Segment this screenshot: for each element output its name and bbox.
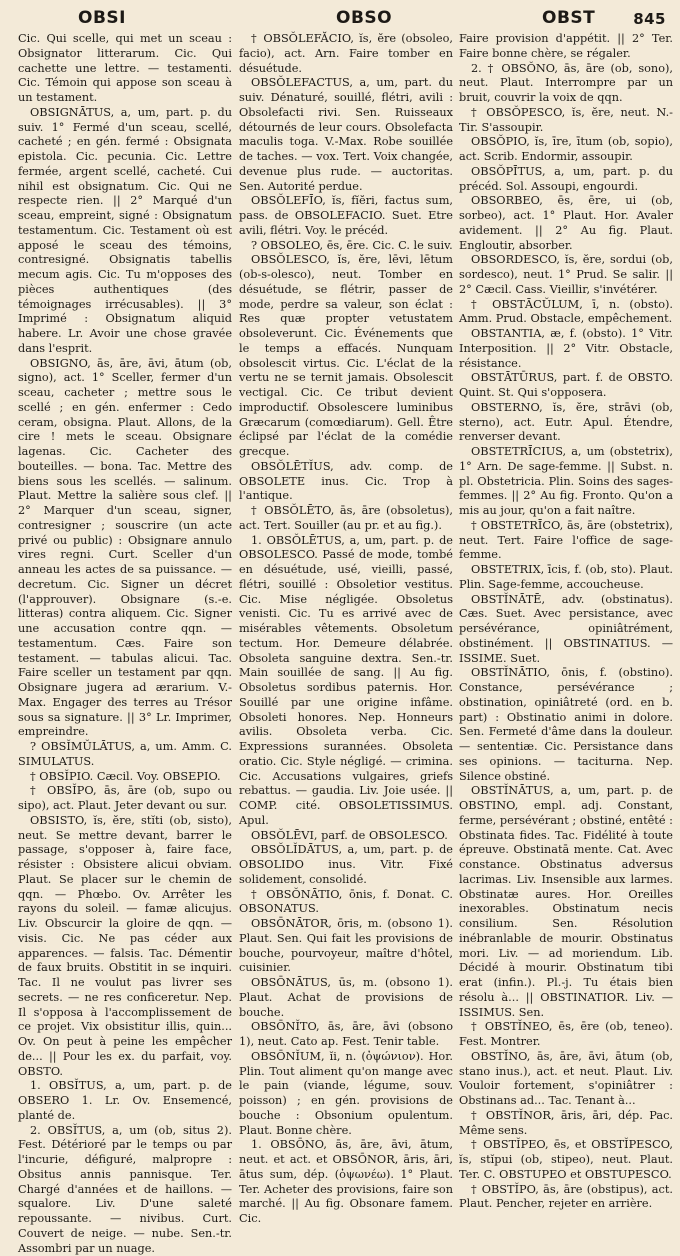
dictionary-entry: 2. † OBSŎNO, ās, āre (ob, sono), neut. Plaut. Interrompre par un bruit, couvrir la voix de qqn. [459, 62, 673, 106]
dictionary-entry: OBSISTO, ĭs, ĕre, stĭti (ob, sisto), neut. Se mettre devant, barrer le passage, s'opposer à, faire face, résister : Obsistere alicui obviam. Plaut. Se placer sur le chemin de qqn. — Phœbo. Ov. Arrêter les rayons du soleil. — famæ alicujus. Liv. Obscurcir la gloire de qqn. — visis. Cic. Ne pas céder aux apparences. — falsis. Tac. Démentir de faux bruits. Obstitit in se inquiri. Tac. Il ne voulut pas livrer ses secrets. — ne res conficeretur. Nep. Il s'opposa à l'accomplissement de ce projet. Vix obsistitur illis, quin... Ov. On peut à peine les empêcher de... || Pour les ex. du parfait, voy. OBSTO. [18, 814, 232, 1080]
dictionary-entry: OBSIGNĀTUS, a, um, part. p. du suiv. 1° Fermé d'un sceau, scellé, cacheté ; en gén. fermé : Obsignata epistola. Cic. pecunia. Cic. Lettre fermée, argent scellé, cacheté. Cui nihil est obsignatum. Cic. Qui ne respecte rien. || 2° Marqué d'un sceau, empreint, signé : Obsignatum testamentum. Cic. Testament où est apposé le sceau des témoins, contresigné. Obsignatis tabellis mecum agis. Cic. Tu m'opposes des pièces authentiques (des témoignages irrécusables). || 3° Imprimé : Obsignatum aliquid habere. Lr. Avoir une chose gravée dans l'esprit. [18, 106, 232, 357]
dictionary-entry: OBSORBEO, ēs, ēre, ui (ob, sorbeo), act. 1° Plaut. Hor. Avaler avidement. || 2° Au fig. Plaut. Engloutir, absorber. [459, 194, 673, 253]
dictionary-entry: † OBSTETRĪCO, ās, āre (obstetrix), neut. Tert. Faire l'office de sage-femme. [459, 519, 673, 563]
dictionary-entry: † OBSŎNĀTIO, ōnis, f. Donat. C. OBSONATUS. [239, 888, 453, 918]
dictionary-entry: ? OBSOLEO, ēs, ēre. Cic. C. le suiv. [239, 239, 453, 254]
dictionary-entry: OBSIGNO, ās, āre, āvi, ātum (ob, signo), act. 1° Sceller, fermer d'un sceau, cacheter ; mettre sous le scellé ; en gén. enfermer : Cedo ceram, obsigna. Plaut. Allons, de la cire ! mets le sceau. Obsignare lagenas. Cic. Cacheter des bouteilles. — bona. Tac. Mettre des biens sous les scellés. — salinum. Plaut. Mettre la salière sous clef. || 2° Marquer d'un sceau, signer, contresigner ; souscrire (un acte privé ou public) : Obsignare annulo vires regni. Curt. Sceller d'un anneau les actes de sa puissance. — decretum. Cic. Signer un décret (l'approuver). Obsignare (s.-e. litteras) contra aliquem. Cic. Signer une accusation contre qqn. — testamentum. Cæs. Faire son testament. — tabulas alicui. Tac. Faire sceller un testament par qqn. Obsignare jugera ad ærarium. V.-Max. Engager des terres au Trésor sous sa signature. || 3° Lr. Imprimer, empreindre. [18, 357, 232, 741]
dictionary-entry: Faire provision d'appétit. || 2° Ter. Faire bonne chère, se régaler. [459, 32, 673, 62]
dictionary-entry: OBSTETRIX, īcis, f. (ob, sto). Plaut. Plin. Sage-femme, accoucheuse. [459, 563, 673, 593]
dictionary-entry: OBSTĬNĀTIO, ōnis, f. (obstino). Constance, persévérance ; obstination, opiniâtreté (ord. en b. part) : Obstinatio animi in dolore. Sen. Fermeté d'âme dans la douleur. — sententiæ. Cic. Persistance dans ses opinions. — taciturna. Nep. Silence obstiné. [459, 666, 673, 784]
running-head-center: OBSO [336, 8, 392, 28]
dictionary-entry: † OBSŎLĒTO, ās, āre (obsoletus), act. Tert. Souiller (au pr. et au fig.). [239, 504, 453, 534]
dictionary-entry: 1. OBSĬTUS, a, um, part. p. de OBSERO 1. Lr. Ov. Ensemencé, planté de. [18, 1079, 232, 1123]
dictionary-entry: OBSTERNO, ĭs, ĕre, strāvi (ob, sterno), act. Eutr. Apul. Étendre, renverser devant. [459, 401, 673, 445]
dictionary-entry: OBSORDESCO, ĭs, ĕre, sordui (ob, sordesco), neut. 1° Prud. Se salir. || 2° Cæcil. Cass. Vieillir, s'invétérer. [459, 253, 673, 297]
dictionary-entry: OBSTĬNO, ās, āre, āvi, ātum (ob, stano inus.), act. et neut. Plaut. Liv. Vouloir fortement, s'opiniâtrer : Obstinans ad... Tac. Tenant à... [459, 1050, 673, 1109]
dictionary-entry: OBSŌNĀTUS, ūs, m. (obsono 1). Plaut. Achat de provisions de bouche. [239, 976, 453, 1020]
dictionary-entry: OBSŎLĒVI, parf. de OBSOLESCO. [239, 829, 453, 844]
dictionary-entry: † OBSŎLEFĂCIO, ĭs, ĕre (obsoleo, facio), act. Arn. Faire tomber en désuétude. [239, 32, 453, 76]
dictionary-entry: † OBSTĬNOR, āris, āri, dép. Pac. Même sens. [459, 1109, 673, 1139]
dictionary-entry: OBSŎLĬDĀTUS, a, um, part. p. de OBSOLIDO inus. Vitr. Fixé solidement, consolidé. [239, 843, 453, 887]
dictionary-entry: OBSŎPIO, ĭs, īre, ītum (ob, sopio), act. Scrib. Endormir, assoupir. [459, 135, 673, 165]
dictionary-entry: OBSTĀTŪRUS, part. f. de OBSTO. Quint. St. Qui s'opposera. [459, 371, 673, 401]
running-head-left: OBSI [78, 8, 126, 28]
running-head-right: OBST [542, 8, 595, 28]
dictionary-entry: OBSŎLĒTĬUS, adv. comp. de OBSOLETE inus. Cic. Trop à l'antique. [239, 460, 453, 504]
dictionary-entry: † OBSŎPESCO, ĭs, ĕre, neut. N.-Tir. S'assoupir. [459, 106, 673, 136]
dictionary-entry: OBSŌNĀTOR, ōris, m. (obsono 1). Plaut. Sen. Qui fait les provisions de bouche, pourvoyeur, maître d'hôtel, cuisinier. [239, 917, 453, 976]
dictionary-entry: OBSŌNĬUM, ĭi, n. (ὀψώνιον). Hor. Plin. Tout aliment qu'on mange avec le pain (viande, légume, souv. poisson) ; en gén. provisions de bouche : Obsonium opulentum. Plaut. Bonne chère. [239, 1050, 453, 1139]
dictionary-entry: OBSŎPĪTUS, a, um, part. p. du précéd. Sol. Assoupi, engourdi. [459, 165, 673, 195]
dictionary-entry: 1. OBSŌNO, ās, āre, āvi, ātum, neut. et act. et OBSŌNOR, āris, āri, ātus sum, dép. (ὀψωνέω). 1° Plaut. Ter. Acheter des provisions, faire son marché. || Au fig. Obsonare famem. Cic. [239, 1138, 453, 1227]
dictionary-entry: † OBSTĬPO, ās, āre (obstipus), act. Plaut. Pencher, rejeter en arrière. [459, 1183, 673, 1213]
page-number: 845 [633, 10, 666, 28]
column-left [18, 32, 232, 1034]
dictionary-entry: † OBSTĬNEO, ēs, ēre (ob, teneo). Fest. Montrer. [459, 1020, 673, 1050]
dictionary-entry: OBSŎLEFĪO, ĭs, fĭĕri, factus sum, pass. de OBSOLEFACIO. Suet. Etre avili, flétri. Voy. le précéd. [239, 194, 453, 238]
dictionary-entry: OBSŌNĬTO, ās, āre, āvi (obsono 1), neut. Cato ap. Fest. Tenir table. [239, 1020, 453, 1050]
column-middle [239, 32, 453, 1034]
column-right [459, 32, 673, 1034]
dictionary-entry: † OBSTĀCŬLUM, ī, n. (obsto). Amm. Prud. Obstacle, empêchement. [459, 298, 673, 328]
dictionary-entry: Cic. Qui scelle, qui met un sceau : Obsignator litterarum. Cic. Qui cachette une lettre. — testamenti. Cic. Témoin qui appose son sceau à un testament. [18, 32, 232, 106]
dictionary-entry: OBSTĬNĀTUS, a, um, part. p. de OBSTINO, empl. adj. Constant, ferme, persévérant ; obstiné, entêté : Obstinata fides. Tac. Fidélité à toute épreuve. Obstinatā mente. Cat. Avec constance. Obstinatus adversus lacrimas. Liv. Insensible aux larmes. Obstinatæ aures. Hor. Oreilles inexorables. Obstinatum necis consilium. Sen. Résolution inébranlable de mourir. Obstinatus mori. Liv. — ad moriendum. Lib. Décidé à mourir. Obstinatum tibi erat (infin.). Pl.-j. Tu étais bien résolu à... || OBSTINATIOR. Liv. — ISSIMUS. Sen. [459, 784, 673, 1020]
dictionary-entry: † OBSĬPIO. Cæcil. Voy. OBSEPIO. [18, 770, 232, 785]
dictionary-entry: OBSTETRĪCIUS, a, um (obstetrix), 1° Arn. De sage-femme. || Subst. n. pl. Obstetricia. Plin. Soins des sages-femmes. || 2° Au fig. Fronto. Qu'on a mis au jour, qu'on a fait naître. [459, 445, 673, 519]
dictionary-entry: OBSTANTIA, æ, f. (obsto). 1° Vitr. Interposition. || 2° Vitr. Obstacle, résistance. [459, 327, 673, 371]
dictionary-entry: 1. OBSŎLĒTUS, a, um, part. p. de OBSOLESCO. Passé de mode, tombé en désuétude, usé, vieilli, passé, flétri, souillé : Obsoletior vestitus. Cic. Mise négligée. Obsoletus venisti. Cic. Tu es arrivé avec de misérables vêtements. Obsoletum tectum. Hor. Demeure délabrée. Obsoleta sanguine dextra. Sen.-tr. Main souillée de sang. || Au fig. Obsoletus sordibus paternis. Hor. Souillé par une origine infâme. Obsoleti honores. Nep. Honneurs avilis. Obsoleta verba. Cic. Expressions surannées. Obsoleta oratio. Cic. Style négligé. — crimina. Cic. Accusations vulgaires, griefs rebattus. — gaudia. Liv. Joie usée. || COMP. cité. OBSOLETISSIMUS. Apul. [239, 534, 453, 829]
dictionary-entry: OBSŎLEFACTUS, a, um, part. du suiv. Dénaturé, souillé, flétri, avili : Obsolefacti rivi. Sen. Ruisseaux détournés de leur cours. Obsolefacta maculis toga. V.-Max. Robe souillée de taches. — vox. Tert. Voix changée, devenue plus rude. — auctoritas. Sen. Autorité perdue. [239, 76, 453, 194]
dictionary-entry: † OBSTĬPEO, ēs, et OBSTĬPESCO, ĭs, stĭpui (ob, stipeo), neut. Plaut. Ter. C. OBSTUPEO et OBSTUPESCO. [459, 1138, 673, 1182]
dictionary-entry: OBSTĬNĀTĒ, adv. (obstinatus). Cæs. Suet. Avec persistance, avec persévérance, opiniâtrément, obstinément. || OBSTINATIUS. — ISSIME. Suet. [459, 593, 673, 667]
page-header [16, 6, 668, 30]
dictionary-entry: 2. OBSĬTUS, a, um (ob, situs 2). Fest. Détérioré par le temps ou par l'incurie, défiguré, malpropre : Obsitus annis pannisque. Ter. Chargé d'années et de haillons. — squalore. Liv. D'une saleté repoussante. — nivibus. Curt. Couvert de neige. — nube. Sen.-tr. Assombri par un nuage. [18, 1124, 232, 1256]
dictionary-entry: † OBSĬPO, ās, āre (ob, supo ou sipo), act. Plaut. Jeter devant ou sur. [18, 784, 232, 814]
dictionary-entry: ? OBSĬMŬLĀTUS, a, um. Amm. C. SIMULATUS. [18, 740, 232, 770]
dictionary-entry: OBSŎLESCO, ĭs, ĕre, lēvi, lētum (ob-s-olesco), neut. Tomber en désuétude, se flétrir, passer de mode, perdre sa valeur, son éclat : Res quæ propter vetustatem obsoleverunt. Cic. Événements que le temps a effacés. Nunquam obsolescit virtus. Cic. L'éclat de la vertu ne se ternit jamais. Obsolescit vectigal. Cic. Ce tribut devient improductif. Obsolescere luminibus Græcarum (comœdiarum). Gell. Être éclipsé par l'éclat de la comédie grecque. [239, 253, 453, 460]
